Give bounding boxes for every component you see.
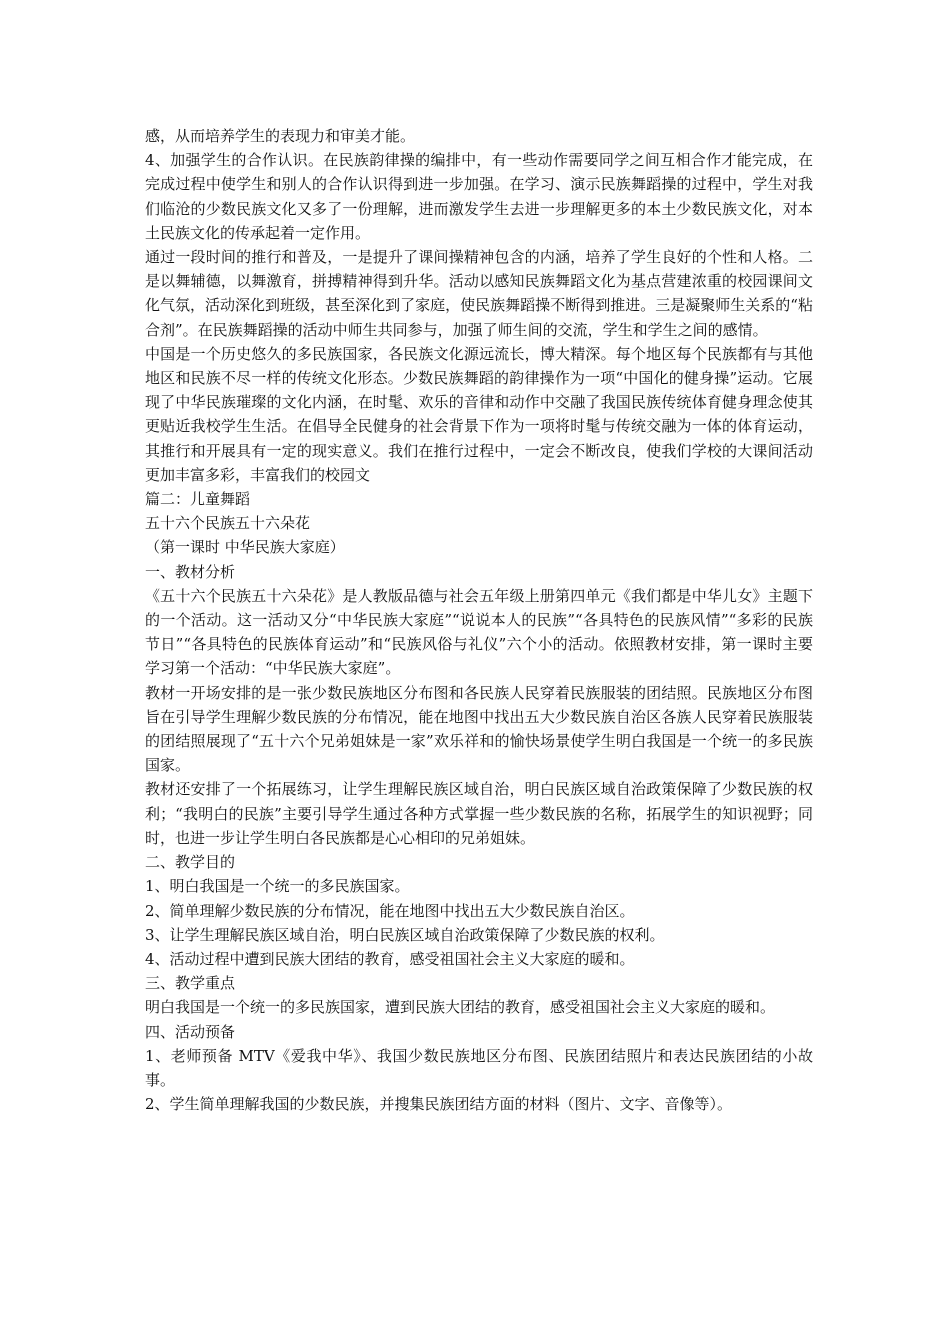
lesson-subtitle: （第一课时 中华民族大家庭） (145, 538, 345, 557)
section-heading-2: 篇二：儿童舞蹈 (145, 490, 251, 509)
goal-item-2: 2、简单理解少数民族的分布情况，能在地图中找出五大少数民族自治区。 (145, 901, 635, 920)
preparation-item-1: 1、老师预备 MTV《爱我中华》、我国少数民族地区分布图、民族团结照片和表达民族团结的小故事。 (145, 1046, 813, 1089)
paragraph-3: 通过一段时间的推行和普及，一是提升了课间操精神包含的内涵，培养了学生良好的个性和人格。二是以舞辅德，以舞激育，拼搏精神得到升华。活动以感知民族舞蹈文化为基点营建浓重的校园课间文化气氛，活动深化到班级，甚至深化到了家庭，使民族舞蹈操不断得到推进。三是凝聚师生关系的“粘合剂”。在民族舞蹈操的活动中师生共同参与，加强了师生间的交流，学生和学生之间的感情。 (145, 248, 813, 339)
goal-item-1: 1、明白我国是一个统一的多民族国家。 (145, 877, 410, 896)
paragraph-textbook-2: 教材一开场安排的是一张少数民族地区分布图和各民族人民穿着民族服装的团结照。民族地区分布图旨在引导学生理解少数民族的分布情况，能在地图中找出五大少数民族自治区各族人民穿着民族服装的团结照展现了“五十六个兄弟姐妹是一家”欢乐祥和的愉快场景使学生明白我国是一个统一的多民族国家。 (145, 683, 813, 775)
preparation-item-2: 2、学生简单理解我国的少数民族，并搜集民族团结方面的材料（图片、文字、音像等）。 (145, 1095, 733, 1114)
paragraph-focus: 明白我国是一个统一的多民族国家，遭到民族大团结的教育，感受祖国社会主义大家庭的暖和。 (145, 998, 776, 1017)
lesson-title: 五十六个民族五十六朵花 (145, 514, 311, 533)
goal-item-3: 3、让学生理解民族区域自治，明白民族区域自治政策保障了少数民族的权利。 (145, 925, 665, 944)
heading-teaching-focus: 三、教学重点 (145, 974, 236, 993)
heading-textbook-analysis: 一、教材分析 (145, 562, 236, 581)
heading-preparation: 四、活动预备 (145, 1022, 236, 1041)
paragraph-2: 4、加强学生的合作认识。在民族韵律操的编排中，有一些动作需要同学之间互相合作才能完成，在完成过程中使学生和别人的合作认识得到进一步加强。在学习、演示民族舞蹈操的过程中，学生对我们临沧的少数民族文化又多了一份理解，进而激发学生去进一步理解更多的本土少数民族文化，对本土民族文化的传承起着一定作用。 (145, 151, 813, 242)
paragraph-textbook-1: 《五十六个民族五十六朵花》是人教版品德与社会五年级上册第四单元《我们都是中华儿女》主题下的一个活动。这一活动又分“中华民族大家庭”“说说本人的民族”“各具特色的民族风情”“多彩的民族节日”“各具特色的民族体育运动”和“民族风俗与礼仪”六个小的活动。依照教材安排，第一课时主要学习第一个活动：“中华民族大家庭”。 (145, 586, 813, 678)
goal-item-4: 4、活动过程中遭到民族大团结的教育，感受祖国社会主义大家庭的暖和。 (145, 949, 635, 968)
paragraph-textbook-3: 教材还安排了一个拓展练习，让学生理解民族区域自治，明白民族区域自治政策保障了少数民族的权利；“我明白的民族”主要引导学生通过各种方式掌握一些少数民族的名称，拓展学生的知识视野；同时，也进一步让学生明白各民族都是心心相印的兄弟姐妹。 (145, 780, 813, 847)
document-page (145, 124, 813, 1116)
paragraph-4: 中国是一个历史悠久的多民族国家，各民族文化源远流长，博大精深。每个地区每个民族都有与其他地区和民族不尽一样的传统文化形态。少数民族舞蹈的韵律操作为一项“中国化的健身操”运动。它展现了中华民族璀璨的文化内涵，在时髦、欢乐的音律和动作中交融了我国民族传统体育健身理念使其更贴近我校学生生活。在倡导全民健身的社会背景下作为一项将时髦与传统交融为一体的体育运动，其推行和开展具有一定的现实意义。我们在推行过程中，一定会不断改良，使我们学校的大课间活动更加丰富多彩，丰富我们的校园文 (145, 344, 813, 484)
paragraph-1: 感，从而培养学生的表现力和审美才能。 (145, 127, 416, 145)
heading-teaching-goals: 二、教学目的 (145, 853, 236, 872)
